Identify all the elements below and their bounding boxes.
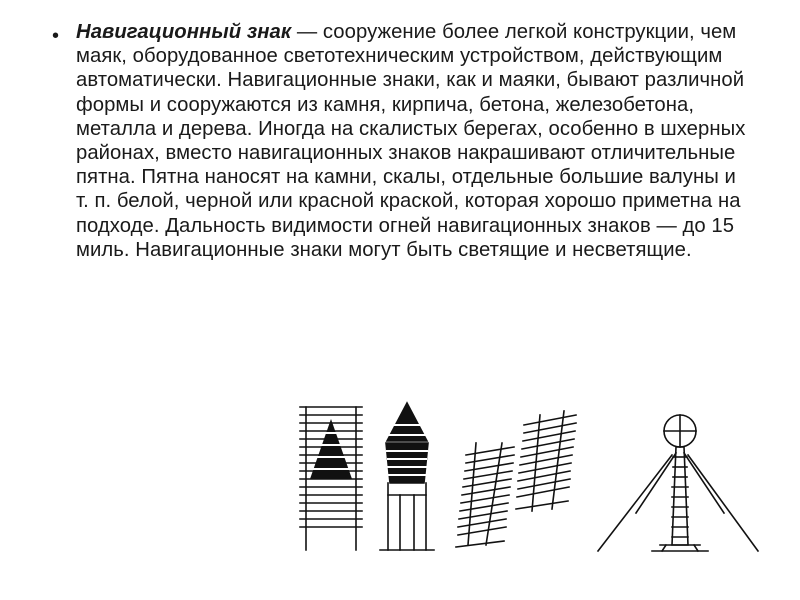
slatted-tower-with-triangle xyxy=(300,407,362,550)
pyramid-topped-tower xyxy=(380,403,434,550)
guyed-mast-with-ball xyxy=(598,415,758,551)
definition-term: Навигационный знак xyxy=(76,21,292,43)
raised-slatted-frame xyxy=(516,411,576,511)
definition-body: — сооружение более легкой конструкции, чем маяк, оборудованное светотехническим устройством, действующим автоматически. Навигационные знаки, как и маяки, бывают различной формы и сооружаются из камня, кирпича, бетона, железобетона, металла и дерева. Иногда на скалистых берегах, особенно в шхерных районах, вместо навигационных знаков накрашивают отличительные пятна. Пятна наносят на камни, скалы, отдельные большие валуны и т. п. белой, черной или красной краской, которая хорошо приметна на подходе. Дальность видимости огней навигационных знаков — до 15 миль. Навигационные знаки могут быть светящие и несветящие. xyxy=(76,21,746,261)
small-slatted-frame xyxy=(456,443,514,547)
bullet-marker: • xyxy=(52,25,60,47)
bullet-paragraph xyxy=(52,20,752,262)
navigation-marks-drawing xyxy=(280,395,770,570)
navigation-marks-illustration xyxy=(280,395,770,570)
bullet-text xyxy=(76,20,752,262)
